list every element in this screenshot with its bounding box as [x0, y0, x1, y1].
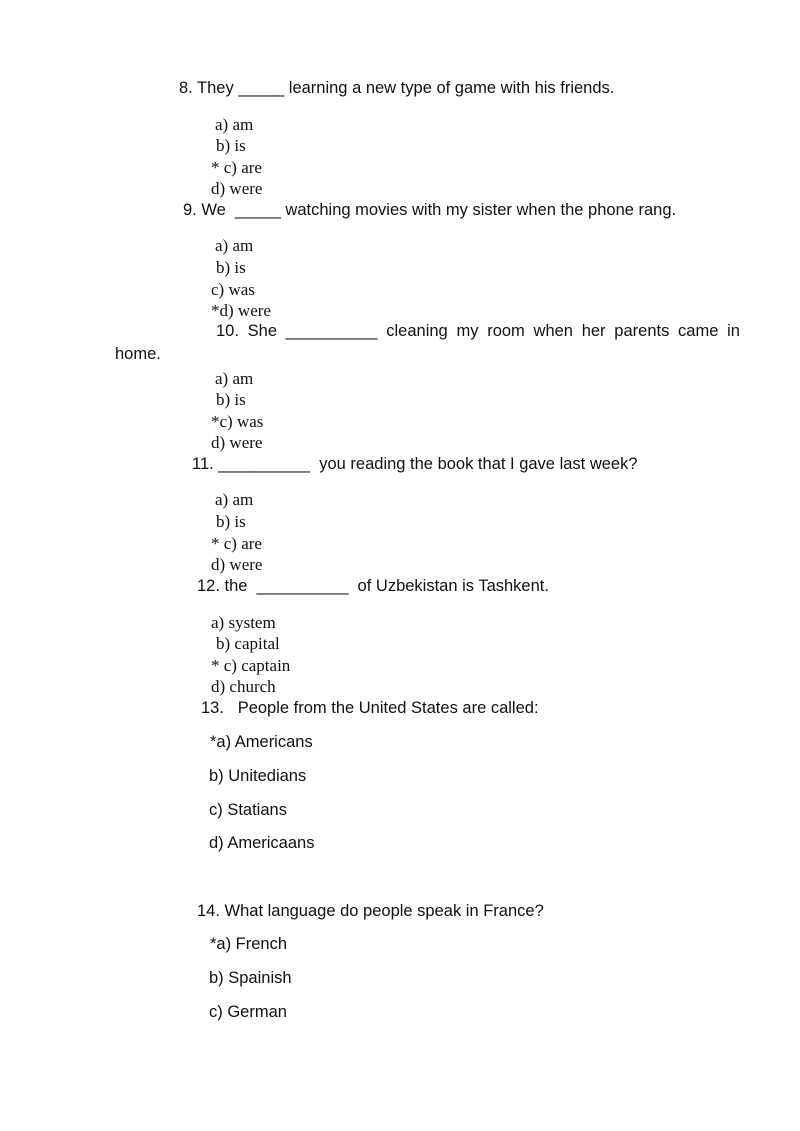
- q9-option-b: b) is: [216, 258, 246, 277]
- q9-option-d: *d) were: [211, 301, 271, 320]
- q14-option-a: *a) French: [210, 935, 288, 953]
- q11-option-d: d) were: [211, 555, 263, 574]
- q12-option-c: * c) captain: [211, 656, 291, 675]
- q13-option-a: *a) Americans: [210, 733, 313, 751]
- q11-option-b: b) is: [216, 512, 246, 531]
- q8-option-b: b) is: [216, 136, 246, 155]
- question-12-text: 12. the __________ of Uzbekistan is Tashkent.: [197, 577, 549, 595]
- question-14-text: 14. What language do people speak in France?: [197, 902, 544, 920]
- q10-option-a: a) am: [215, 369, 254, 388]
- q14-option-b: b) Spainish: [209, 969, 292, 987]
- q13-option-d: d) Americaans: [209, 834, 315, 852]
- q9-option-c: c) was: [211, 280, 255, 299]
- q12-option-d: d) church: [211, 677, 276, 696]
- question-10-text-line2: home.: [115, 345, 161, 363]
- q9-option-a: a) am: [215, 236, 254, 255]
- q8-option-d: d) were: [211, 179, 263, 198]
- question-13-text: 13. People from the United States are called:: [201, 699, 539, 717]
- question-10-text-line1: 10. She __________ cleaning my room when her parents came in: [216, 322, 740, 340]
- q13-option-b: b) Unitedians: [209, 767, 307, 785]
- q10-option-c: *c) was: [211, 412, 264, 431]
- q10-option-b: b) is: [216, 390, 246, 409]
- question-11-text: 11. __________ you reading the book that I gave last week?: [192, 455, 638, 473]
- q13-option-c: c) Statians: [209, 801, 287, 819]
- q8-option-c: * c) are: [211, 158, 262, 177]
- q11-option-c: * c) are: [211, 534, 262, 553]
- question-8-text: 8. They _____ learning a new type of game with his friends.: [179, 79, 615, 97]
- q10-option-d: d) were: [211, 433, 263, 452]
- q14-option-c: c) German: [209, 1003, 287, 1021]
- question-9-text: 9. We _____ watching movies with my sister when the phone rang.: [183, 201, 677, 219]
- q11-option-a: a) am: [215, 490, 254, 509]
- q8-option-a: a) am: [215, 115, 254, 134]
- q12-option-b: b) capital: [216, 634, 280, 653]
- q12-option-a: a) system: [211, 613, 276, 632]
